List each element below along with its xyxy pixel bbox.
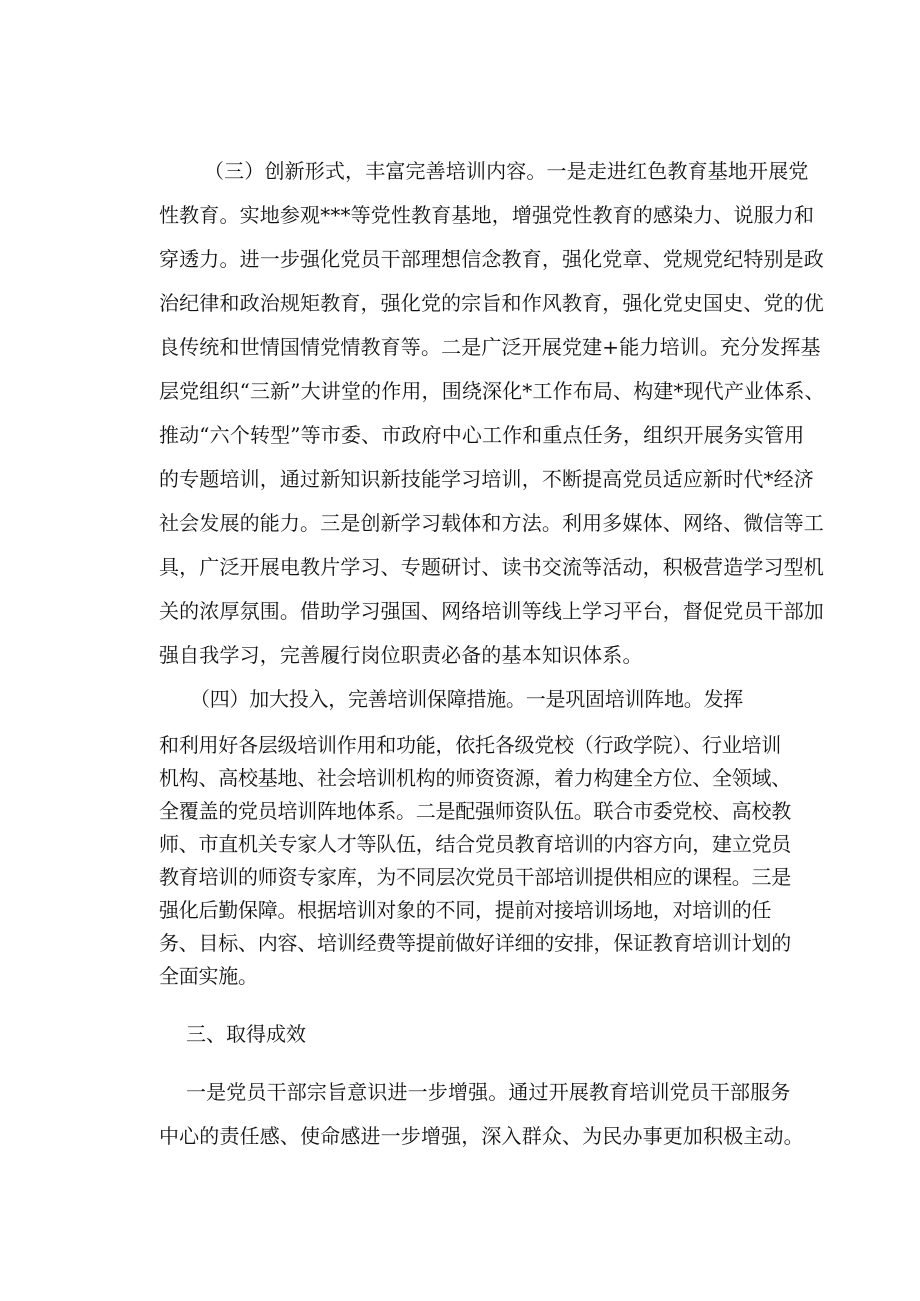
paragraph-line: 师、市直机关专家人才等队伍，结合党员教育培训的内容方向，建立党员 — [159, 832, 791, 856]
paragraph-line: （四）加大投入，完善培训保障措施。一是巩固培训阵地。发挥 — [190, 687, 743, 711]
paragraph-line: 性教育。实地参观***等党性教育基地，增强党性教育的感染力、说服力和 — [159, 203, 815, 227]
paragraph-line: 推动“六个转型”等市委、市政府中心工作和重点任务，组织开展务实管用 — [159, 423, 805, 447]
paragraph-line: 治纪律和政治规矩教育，强化党的宗旨和作风教育，强化党史国史、党的优 — [159, 291, 824, 315]
paragraph-line: 社会发展的能力。三是创新学习载体和方法。利用多媒体、网络、微信等工 — [159, 511, 824, 535]
paragraph-line: 具，广泛开展电教片学习、专题研讨、读书交流等活动，积极营造学习型机 — [159, 555, 824, 579]
paragraph-line: 全面实施。 — [159, 964, 258, 988]
paragraph-line: 良传统和世情国情党情教育等。二是广泛开展党建+能力培训。充分发挥基 — [159, 335, 821, 359]
paragraph-line: 全覆盖的党员培训阵地体系。二是配强师资队伍。联合市委党校、高校教 — [159, 799, 791, 823]
paragraph-line: 中心的责任感、使命感进一步增强，深入群众、为民办事更加积极主动。 — [159, 1124, 804, 1148]
paragraph-line: 强化后勤保障。根据培训对象的不同，提前对接培训场地，对培训的任 — [159, 898, 772, 922]
paragraph-line: 机构、高校基地、社会培训机构的师资资源，着力构建全方位、全领域、 — [159, 766, 791, 790]
paragraph-line: 和利用好各层级培训作用和功能，依托各级党校（行政学院）、行业培训 — [159, 733, 781, 757]
paragraph-line: 务、目标、内容、培训经费等提前做好详细的安排，保证教育培训计划的 — [159, 931, 791, 955]
paragraph-line: （三）创新形式，丰富完善培训内容。一是走进红色教育基地开展党 — [204, 159, 809, 183]
paragraph-line: 的专题培训，通过新知识新技能学习培训，不断提高党员适应新时代*经济 — [159, 467, 814, 491]
paragraph-line: 强自我学习，完善履行岗位职责必备的基本知识体系。 — [159, 643, 643, 667]
paragraph-line: 教育培训的师资专家库，为不同层次党员干部培训提供相应的课程。三是 — [159, 865, 791, 889]
paragraph-line: 层党组织“三新”大讲堂的作用，围绕深化*工作布局、构建*现代产业体系、 — [159, 379, 825, 403]
paragraph-line: 一是党员干部宗旨意识进一步增强。通过开展教育培训党员干部服务 — [186, 1080, 791, 1104]
paragraph-line: 穿透力。进一步强化党员干部理想信念教育，强化党章、党规党纪特别是政 — [159, 247, 824, 271]
section-heading: 三、取得成效 — [186, 1022, 306, 1046]
paragraph-line: 关的浓厚氛围。借助学习强国、网络培训等线上学习平台，督促党员干部加 — [159, 599, 824, 623]
